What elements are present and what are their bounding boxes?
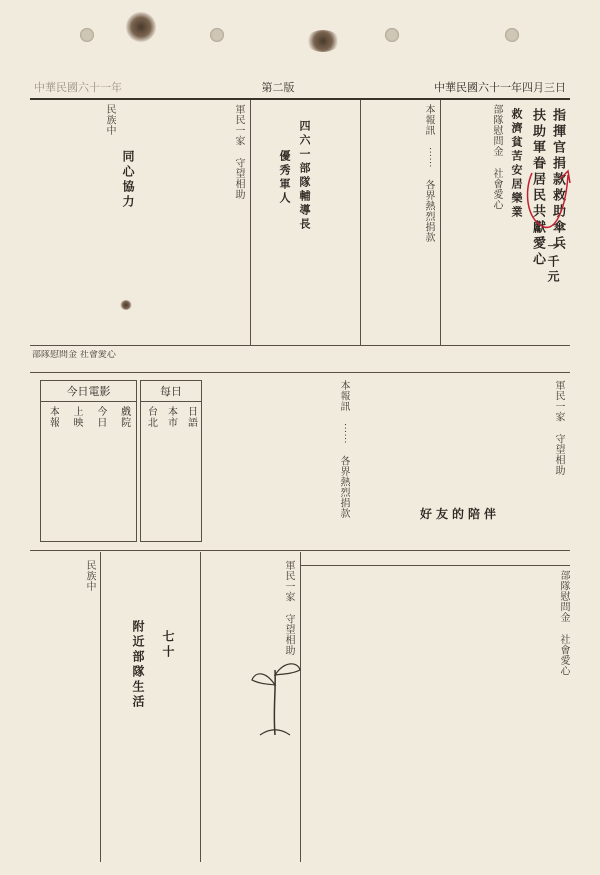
column-far-left-text: 民族中: [104, 104, 115, 136]
article-6-title: 七十: [161, 630, 175, 660]
divider: [30, 345, 570, 346]
punch-hole: [210, 28, 224, 42]
article-1-title: 四六一部隊輔導長: [298, 120, 311, 232]
divider: [30, 372, 570, 373]
heading-notice: 指揮官捐款救助傘兵: [550, 108, 565, 252]
notice-2-line: 日語: [185, 406, 197, 428]
article-2-title: 優秀軍人: [278, 150, 291, 206]
column-mid-text: 本報訊 ⋯⋯ 各界熱烈捐款: [423, 104, 434, 243]
column-left-text: 軍民一家 守望相助: [233, 104, 244, 200]
divider: [250, 100, 251, 345]
article-5-title: 附近部隊生活: [131, 620, 145, 710]
ink-stain: [126, 12, 156, 42]
divider: [100, 552, 101, 862]
notice-1-line: 本報: [47, 406, 59, 428]
masthead-date: 中華民國六十一年四月三日: [434, 81, 566, 94]
article-3-title: 同心協力: [121, 150, 135, 210]
punch-hole: [385, 28, 399, 42]
lower-right-text: 部隊慰問金 社會愛心: [558, 570, 569, 676]
masthead-page: 第二版: [261, 81, 295, 94]
column-right-text: 部隊慰問金 社會愛心: [491, 104, 502, 210]
notice-2-line: 台北: [145, 406, 157, 428]
notice-box-1: [40, 380, 137, 542]
masthead-left: 中華民國六十一年: [34, 81, 122, 94]
notice-1-title: 今日電影: [41, 381, 136, 402]
plant-illustration: [240, 640, 310, 740]
middle-text-block: 本報訊 ⋯⋯ 各界熱烈捐款: [338, 380, 349, 519]
punch-hole: [80, 28, 94, 42]
ink-stain: [306, 30, 340, 52]
divider: [30, 550, 570, 551]
masthead: [30, 76, 570, 100]
divider: [200, 552, 201, 862]
notice-1-line: 戲院: [118, 406, 130, 428]
right-middle-text: 軍民一家 守望相助: [553, 380, 564, 476]
punch-hole: [505, 28, 519, 42]
notice-2-title: 每日: [141, 381, 201, 402]
notice-1-line: 上映: [71, 406, 83, 428]
red-circle-annotation: [522, 165, 572, 235]
lower-middle-text: 軍民一家 守望相助: [283, 560, 294, 656]
divider: [440, 100, 441, 345]
lower-left-text: 民族中: [84, 560, 95, 592]
notice-1-line: 今日: [94, 406, 106, 428]
ink-stain: [120, 300, 132, 310]
horizontal-strip: 部隊慰問金 社會愛心: [32, 350, 116, 360]
heading-main: 扶助軍眷居民共獻愛心: [530, 108, 545, 268]
divider: [300, 565, 570, 566]
heading-relief: 救濟貧苦安居樂業: [510, 108, 523, 220]
heading-amount: 一千元: [546, 240, 560, 285]
divider: [360, 100, 361, 345]
notice-2-line: 本市: [165, 406, 177, 428]
article-4-title: 好友的陪伴: [420, 507, 501, 521]
notice-box-2: [140, 380, 202, 542]
